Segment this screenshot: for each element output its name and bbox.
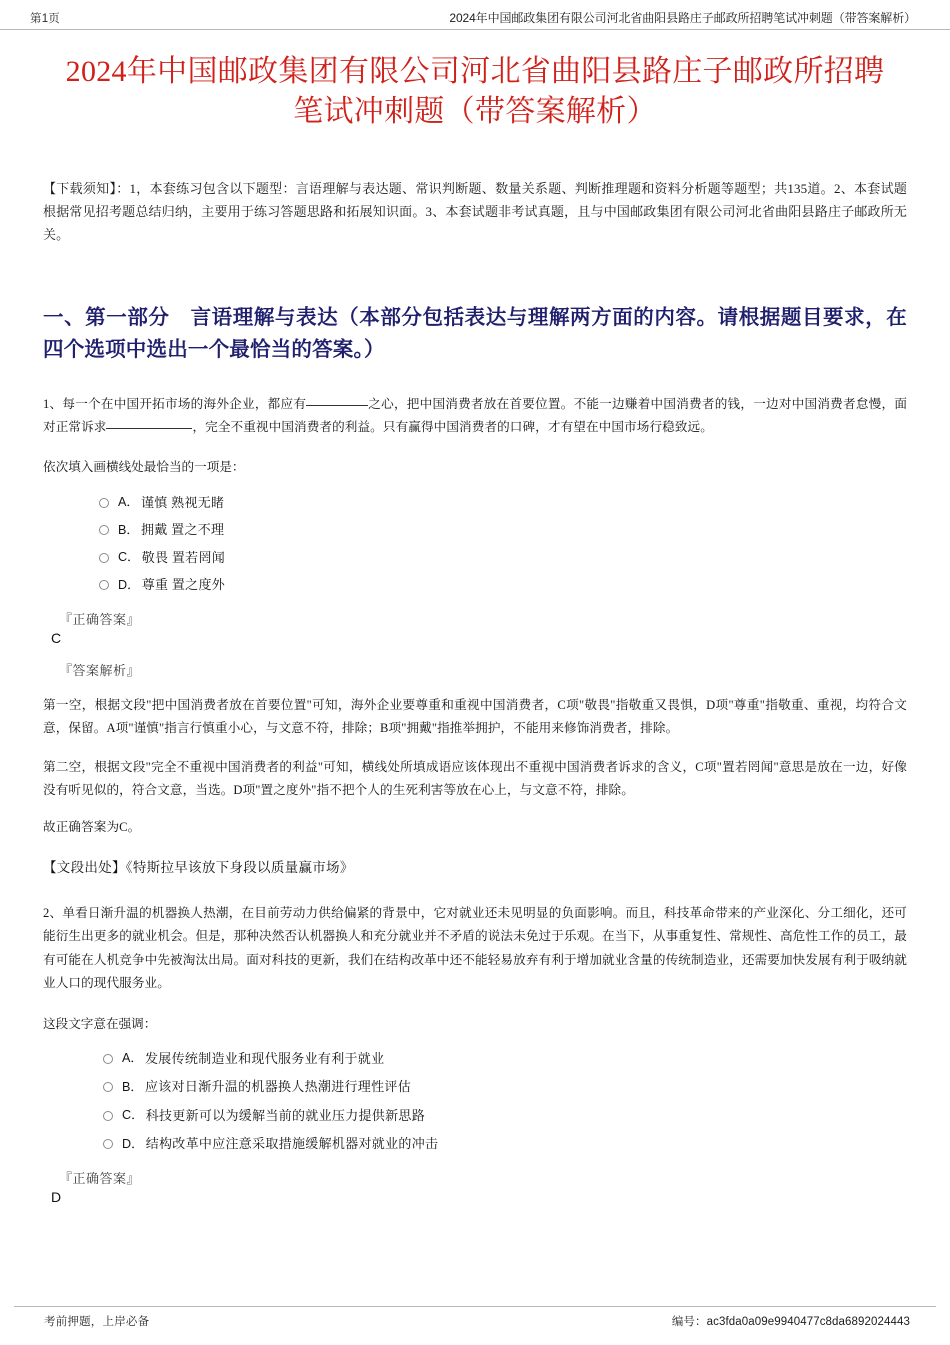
- page-marker: 第1页: [30, 13, 60, 25]
- question-1-analysis-paragraph-2: 第二空，根据文段"完全不重视中国消费者的利益"可知，横线处所填成语应该体现出不重视中国消费者诉求的含义，C项"置若罔闻"意思是放在一边，好像没有听见似的，符合文意，当选。D项"置之度外"指不把个人的生死利害等放在心上，与文意不符，排除。: [43, 759, 907, 798]
- option-label: 谨慎 熟视无睹: [141, 494, 225, 510]
- radio-button-icon[interactable]: [99, 553, 109, 563]
- running-header-title: 2024年中国邮政集团有限公司河北省曲阳县路庄子邮政所招聘笔试冲刺题（带答案解析）: [449, 11, 916, 25]
- option-row-1d[interactable]: [99, 575, 907, 595]
- option-row-1c[interactable]: [99, 548, 907, 568]
- option-label: 发展传统制造业和现代服务业有利于就业: [145, 1050, 385, 1066]
- radio-button-icon[interactable]: [103, 1082, 113, 1092]
- question-1-answer-value: C: [51, 629, 62, 646]
- option-label: 应该对日渐升温的机器换人热潮进行理性评估: [145, 1079, 412, 1095]
- option-row-2d[interactable]: [103, 1134, 907, 1154]
- option-row-2c[interactable]: [103, 1106, 907, 1126]
- question-1-analysis-paragraph-1: 第一空，根据文段"把中国消费者放在首要位置"可知，海外企业要尊重和重视中国消费者，C项"敬畏"指敬重又畏惧，D项"尊重"指敬重、重视，均符合文意，保留。A项"谨慎"指言行慎重小心，与文意不符，排除；B项"拥戴"指推举拥护，不能用来修饰消费者，排除。: [43, 697, 907, 736]
- option-letter: C．: [118, 550, 140, 565]
- question-2-number: 2、: [43, 905, 63, 920]
- question-2-stem-text: 单看日渐升温的机器换人热潮，在目前劳动力供给偏紧的背景中，它对就业还未见明显的负面影响。而且，科技革命带来的产业深化、分工细化，还可能衍生出更多的就业机会。但是，那种决然否认机器换人和充分就业并不矛盾的说法未免过于乐观。在当下，从事重复性、常规性、高危性工作的员工，最有可能在人机竞争中先被淘汰出局。面对科技的更新，我们在结构改革中还不能轻易放弃有利于增加就业含量的传统制造业，还需要加快发展有利于吸纳就业人口的现代服务业。: [43, 905, 907, 991]
- option-row-1a[interactable]: [99, 493, 907, 513]
- radio-button-icon[interactable]: [99, 580, 109, 590]
- running-footer: [14, 1306, 936, 1329]
- question-1-analysis-label: 『答案解析』: [59, 662, 141, 678]
- option-letter: B．: [118, 522, 139, 537]
- option-row-2b[interactable]: [103, 1077, 907, 1097]
- question-2-answer-label: 『正确答案』: [59, 1170, 141, 1186]
- question-1-stem: [43, 393, 907, 440]
- footer-code-value: ac3fda0a09e9940477c8da6892024443: [706, 1316, 910, 1328]
- blank-underline-2: [106, 417, 192, 429]
- question-1-answer-label: 『正确答案』: [59, 611, 141, 627]
- radio-button-icon[interactable]: [103, 1139, 113, 1149]
- document-content: [35, 177, 915, 1205]
- option-label: 科技更新可以为缓解当前的就业压力提供新思路: [145, 1107, 426, 1123]
- option-letter: A．: [122, 1051, 143, 1066]
- option-letter: B．: [122, 1079, 143, 1094]
- footer-code-label: 编号：: [671, 1316, 707, 1328]
- section-heading-part-one: 一、第一部分 言语理解与表达（本部分包括表达与理解两方面的内容。请根据题目要求，在四个选项中选出一个最恰当的答案。）: [43, 306, 907, 361]
- question-2-prompt: 这段文字意在强调：: [43, 1016, 157, 1031]
- question-2-answer-value: D: [51, 1188, 62, 1205]
- radio-button-icon[interactable]: [99, 525, 109, 535]
- question-1-options: [43, 493, 907, 595]
- question-block-1: [43, 393, 907, 876]
- option-row-1b[interactable]: [99, 520, 907, 540]
- question-2-stem: [43, 902, 907, 996]
- question-1-prompt: 依次填入画横线处最恰当的一项是：: [43, 460, 245, 475]
- footer-slogan: 考前押题，上岸必备: [44, 1316, 150, 1328]
- question-block-2: [43, 902, 907, 1205]
- question-1-analysis-conclusion: 故正确答案为C。: [43, 820, 141, 835]
- running-header: [0, 0, 950, 30]
- blank-underline-1: [306, 394, 368, 406]
- question-1-stem-part3: ，完全不重视中国消费者的利益。只有赢得中国消费者的口碑，才有望在中国市场行稳致远。: [192, 419, 713, 434]
- question-1-stem-part1: 每一个在中国开拓市场的海外企业，都应有: [62, 396, 307, 411]
- radio-button-icon[interactable]: [99, 498, 109, 508]
- option-letter: D．: [122, 1136, 144, 1151]
- option-label: 尊重 置之度外: [141, 577, 226, 593]
- option-letter: A．: [118, 495, 139, 510]
- footer-code: [672, 1313, 910, 1329]
- page-title: 2024年中国邮政集团有限公司河北省曲阳县路庄子邮政所招聘笔试冲刺题（带答案解析）: [65, 55, 885, 128]
- option-row-2a[interactable]: [103, 1049, 907, 1069]
- question-1-number: 1、: [43, 396, 63, 411]
- option-letter: C．: [122, 1108, 144, 1123]
- option-letter: D．: [118, 577, 140, 592]
- question-1-source: 【文段出处】《特斯拉早该放下身段以质量赢市场》: [43, 859, 354, 875]
- question-2-options: [43, 1049, 907, 1154]
- option-label: 拥戴 置之不理: [141, 522, 225, 538]
- option-label: 敬畏 置若罔闻: [141, 549, 226, 565]
- option-label: 结构改革中应注意采取措施缓解机器对就业的冲击: [145, 1136, 439, 1152]
- download-notice: 【下载须知】：1，本套练习包含以下题型：言语理解与表达题、常识判断题、数量关系题、判断推理题和资料分析题等题型；共135道。2、本套试题根据常见招考题总结归纳，主要用于练习答题思路和拓展知识面。3、本套试题非考试真题，且与中国邮政集团有限公司河北省曲阳县路庄子邮政所无关。: [43, 181, 907, 243]
- question-1-stem-part2: 之心，把中国消费者放在首要位置。不能一边赚着中国消费者的钱，一边对中国消费者怠慢，面对正常诉求: [43, 396, 908, 434]
- radio-button-icon[interactable]: [103, 1054, 113, 1064]
- radio-button-icon[interactable]: [103, 1111, 113, 1121]
